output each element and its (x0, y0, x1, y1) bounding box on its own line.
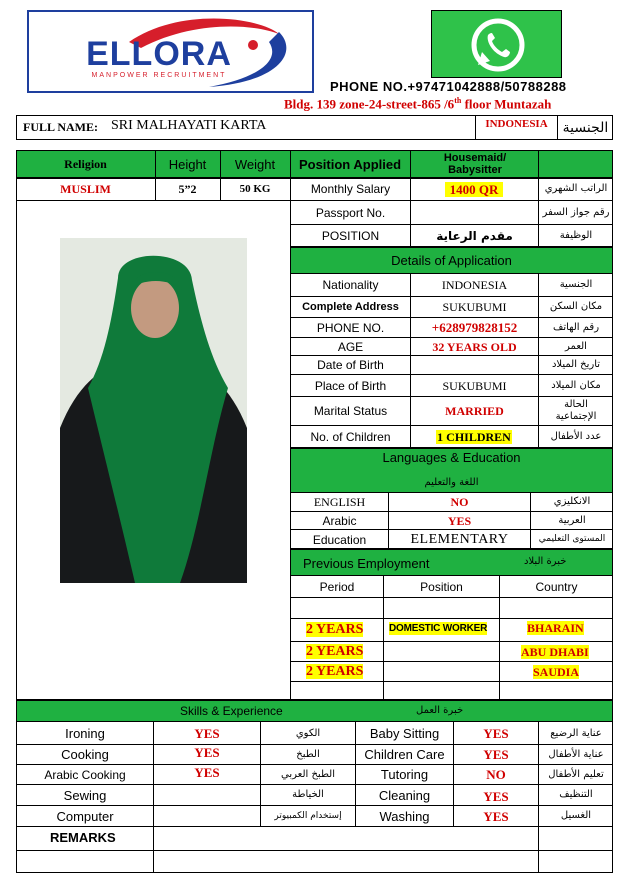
skill-arabic-cooking-ar: الطبخ العربي (281, 768, 335, 780)
skill-sewing-ar: الخياطة (292, 789, 324, 800)
logo-subtitle: MANPOWER RECRUITMENT (91, 71, 227, 79)
full-name-label: FULL NAME: (23, 120, 98, 134)
address-main: Bldg. 139 zone-24-street-865 /6 (284, 96, 455, 112)
skill-computer: Computer (56, 808, 114, 824)
skill-cooking-value: YES (194, 745, 220, 760)
english-value: NO (450, 495, 469, 509)
marital-value: MARRIED (445, 404, 504, 418)
skills-title-bar (16, 700, 613, 722)
skill-cooking: Cooking (61, 747, 109, 762)
nationality-label: Nationality (322, 278, 379, 292)
nationality-value: INDONESIA (441, 278, 508, 292)
skill-cleaning: Cleaning (378, 787, 431, 803)
prev-head-country: Country (535, 580, 578, 594)
prev-row1-period: 2 YEARS (306, 622, 364, 637)
prev-row2-period: 2 YEARS (306, 644, 364, 659)
skill-ironing: Ironing (65, 726, 105, 741)
address-label: Complete Address (302, 300, 399, 313)
skill-cooking-ar: الطبخ (296, 748, 320, 760)
skill-childrencare-value: YES (483, 747, 509, 762)
skill-tutoring-value: NO (486, 767, 506, 782)
dob-value (411, 356, 538, 374)
skill-arabic-cooking: Arabic Cooking (44, 767, 126, 782)
skill-arabic-cooking-value: YES (194, 765, 220, 780)
skill-sewing-value (154, 785, 260, 805)
prev-row1-position: DOMESTIC WORKER (389, 623, 488, 634)
prev-row1-country: BHARAIN (527, 621, 584, 635)
position-ar: الوظيفة (559, 230, 593, 241)
whatsapp-logo-box (431, 10, 562, 78)
prev-head-position: Position (420, 580, 463, 594)
header-religion: Religion (64, 157, 107, 171)
skill-childrencare: Children Care (364, 747, 445, 762)
address-ar: مكان السكن (549, 301, 603, 312)
children-label: No. of Children (310, 430, 391, 444)
skills-title-ar: خبرة العمل (416, 705, 464, 716)
marital-label: Marital Status (313, 404, 388, 418)
header-phone: PHONE NO.+97471042888/50788288 (330, 79, 567, 94)
height-value: 5”2 (178, 182, 197, 196)
prev-row2-country: ABU DHABI (521, 645, 589, 659)
skill-ironing-value: YES (194, 726, 220, 741)
phone-value: +628979828152 (431, 320, 518, 335)
pob-label: Place of Birth (314, 378, 387, 393)
logo-text: ELLORA (86, 35, 232, 73)
prev-row3-country: SAUDIA (533, 665, 580, 679)
arabic-value: YES (447, 513, 472, 528)
skill-tutoring-ar: تعليم الأطفال (548, 768, 604, 780)
children-ar: عدد الأطفال (550, 431, 602, 442)
skill-washing-ar: الغسيل (560, 810, 592, 821)
logo-box (27, 10, 314, 93)
candidate-photo (60, 238, 247, 583)
education-label: Education (312, 532, 367, 547)
whatsapp-icon (432, 11, 563, 79)
person-photo-icon (60, 238, 247, 583)
skill-tutoring: Tutoring (380, 767, 429, 782)
dob-label: Date of Birth (317, 358, 384, 372)
prev-row3-period: 2 YEARS (306, 664, 364, 679)
skill-ironing-ar: الكوي (295, 727, 321, 739)
education-value: ELEMENTARY (410, 531, 509, 547)
age-ar: العمر (565, 340, 587, 352)
skill-cleaning-value: YES (483, 788, 509, 804)
salary-label: Monthly Salary (310, 182, 391, 196)
children-value: 1 CHILDREN (437, 430, 511, 444)
arabic-label: Arabic (322, 513, 357, 528)
lang-title: Languages & Education (382, 449, 521, 465)
phone-label: PHONE NO. (316, 320, 385, 335)
religion-value: MUSLIM (60, 182, 111, 196)
age-value: 32 YEARS OLD (432, 339, 517, 354)
skill-computer-ar: إستخدام الكمبيوتر (274, 810, 342, 821)
skills-title: Skills & Experience (180, 704, 283, 718)
english-ar: الانكليزي (553, 496, 591, 507)
header-address (284, 96, 551, 112)
nationality-ar: الجنسية (559, 279, 593, 290)
arabic-ar: العربية (558, 514, 586, 526)
skill-sewing: Sewing (63, 787, 107, 803)
header-height: Height (168, 156, 207, 172)
weight-value: 50 KG (239, 182, 271, 195)
address-tail: floor Muntazah (461, 96, 552, 112)
salary-ar: الراتب الشهري (544, 183, 608, 194)
passport-label: Passport No. (315, 205, 386, 220)
lang-title-ar: اللغة والتعليم (424, 477, 479, 488)
position-label: POSITION (321, 229, 380, 243)
full-name-value: SRI MALHAYATI KARTA (111, 118, 267, 133)
skill-washing-value: YES (483, 808, 509, 824)
skill-babysitting-ar: عناية الرضيع (550, 727, 602, 739)
passport-ar: رقم جواز السفر (542, 206, 610, 218)
english-label: ENGLISH (313, 495, 366, 509)
position-value: مقدم الرعاية (436, 229, 513, 243)
name-nationality-ar: الجنسية (562, 119, 609, 136)
skill-cleaning-ar: التنظيف (559, 789, 593, 800)
pob-ar: مكان الميلاد (551, 379, 601, 391)
header-housemaid: Housemaid/ Babysitter (443, 151, 507, 176)
pob-value: SUKUBUMI (442, 378, 507, 393)
education-ar: المستوى التعليمي (538, 534, 606, 544)
prev-head-period: Period (319, 580, 355, 594)
dob-ar: تاريخ الميلاد (551, 359, 601, 370)
address-sup: th (454, 96, 462, 105)
skill-babysitting: Baby Sitting (369, 726, 440, 741)
address-value: SUKUBUMI (442, 300, 507, 314)
skill-childrencare-ar: عناية الأطفال (548, 748, 604, 760)
phone-ar: رقم الهاتف (552, 321, 600, 333)
prev-title-ar: خبرة البلاد (524, 556, 567, 567)
marital-ar: الحالة الإجتماعية (555, 399, 597, 422)
remarks-label: REMARKS (50, 830, 116, 845)
skill-babysitting-value: YES (483, 726, 509, 741)
salary-value: 1400 QR (445, 182, 503, 197)
age-label: AGE (337, 339, 364, 354)
skill-washing: Washing (379, 808, 430, 824)
header-position: Position Applied (298, 156, 402, 172)
passport-value (411, 201, 538, 224)
skill-computer-value (154, 806, 260, 826)
details-title: Details of Application (391, 253, 512, 268)
prev-title: Previous Employment (303, 556, 430, 571)
name-nationality: INDONESIA (485, 117, 548, 130)
header-weight: Weight (234, 156, 276, 172)
